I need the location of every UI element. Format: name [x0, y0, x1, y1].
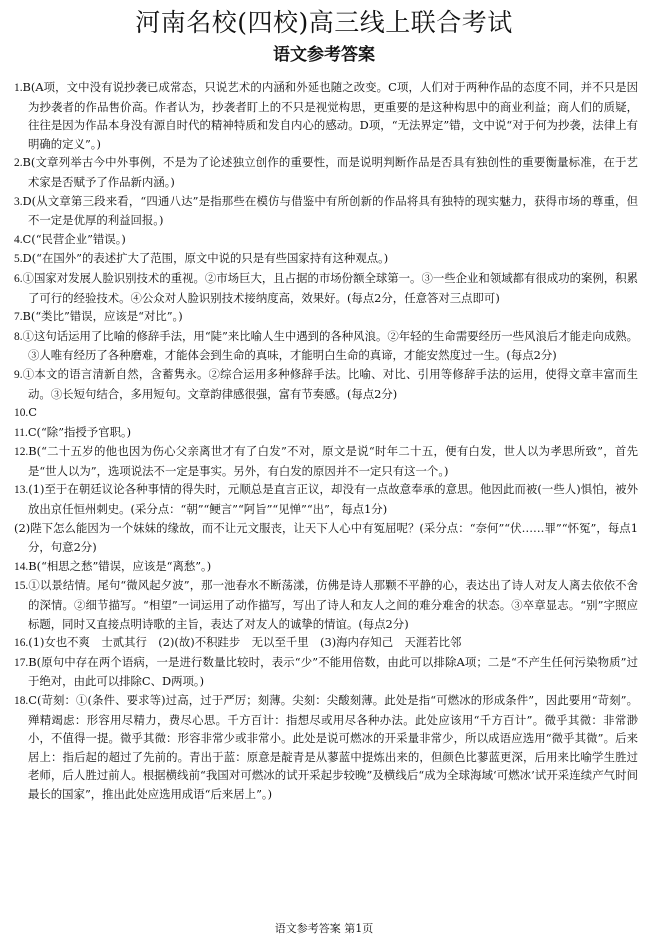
answer-text: C(“除”指授予官职。): [27, 424, 132, 439]
answer-item-17: [14, 653, 638, 691]
answer-text: ①这句话运用了比喻的修辞手法，用“陡”来比喻人生中遇到的各种风浪。②年轻的生命需要经历一些风浪后才能走向成熟。③人唯有经历了各种磨难，才能体会到生命的真味，才能明白生命的真谛，才能安然度过一生。(每点2分): [22, 328, 638, 363]
answer-item-15: [14, 576, 638, 633]
answer-item-2: [14, 153, 638, 191]
document-title: 河南名校(四校)高三线上联合考试: [135, 8, 513, 37]
answer-item-13-part-1: [14, 480, 638, 518]
answer-item-7: [14, 307, 638, 327]
answer-number: 11.: [14, 426, 28, 439]
answer-item-3: [14, 192, 638, 230]
answer-text: B(原句中存在两个语病，一是进行数量比较时，表示“少”不能用倍数，由此可以排除A项；二是“不产生任何污染物质”过于绝对，由此可以排除C、D两项。): [28, 654, 638, 689]
answer-text: C: [28, 405, 37, 420]
answer-number: 9.: [14, 368, 23, 381]
answer-item-9: [14, 365, 638, 403]
answer-number: 2.: [14, 157, 23, 170]
answer-text: (1)女也不爽 士贰其行 (2)(故)不积跬步 无以至千里 (3)海内存知己 天涯若比邻: [28, 635, 462, 650]
answer-number: 6.: [14, 272, 23, 285]
answer-number: 8.: [14, 330, 23, 343]
answer-number: 15.: [14, 580, 29, 593]
answer-item-10: [14, 403, 638, 423]
answer-text: B(“相思之愁”错误，应该是“离愁”。): [28, 558, 212, 573]
answer-item-6: [14, 269, 638, 307]
answer-item-5: [14, 249, 638, 269]
answer-text: D(“在国外”的表述扩大了范围，原文中说的只是有些国家持有这种观点。): [22, 251, 389, 266]
answer-item-4: [14, 230, 638, 250]
answer-number: 10.: [14, 407, 29, 420]
answer-item-14: [14, 557, 638, 577]
answer-number: 18.: [14, 695, 29, 707]
answer-text: (2)陛下怎么能因为一个妹妹的缘故，而不让元文服丧，让天下人心中有冤屈呢？(采分点：“奈何”“伏……罪”“怀冤”，每点1分，句意2分): [14, 520, 638, 555]
answer-item-12: [14, 442, 638, 480]
answer-number: 12.: [14, 446, 29, 459]
answer-item-18: [14, 691, 638, 804]
answer-text: B(“类比”错误，应该是“对比”。): [22, 309, 183, 324]
answer-number: 7.: [14, 311, 23, 324]
answer-text: (1)至于在朝廷议论各种事情的得失时，元顺总是直言正议，却没有一点故意奉承的意思。他因此而被(一些人)惧怕，被外放出京任恒州刺史。(采分点：“朝”“鲠言”“阿旨”“见惮”“出”，每点1分): [28, 482, 638, 517]
answer-text: ①本文的语言清新自然，含蓄隽永。②综合运用多种修辞手法。比喻、对比、引用等修辞手法的运用，使得文章丰富而生动。③长短句结合，多用短句。文章韵律感很强，富有节奏感。(每点2分): [22, 366, 638, 401]
answer-number: 13.: [14, 484, 29, 497]
answer-number: 5.: [14, 253, 23, 266]
answer-number: 16.: [14, 637, 29, 650]
answer-item-8: [14, 327, 638, 365]
answer-item-1: [14, 78, 638, 153]
document-subtitle: 语文参考答案: [273, 45, 375, 65]
answer-number: 3.: [14, 195, 23, 208]
answer-text: D(从文章第三段来看，“四通八达”是指那些在模仿与借鉴中有所创新的作品将具有独特的现实魅力，获得市场的尊重，但不一定是优厚的利益回报。): [22, 193, 638, 228]
answer-number: 4.: [14, 233, 23, 246]
answer-item-11: [14, 423, 638, 443]
answer-text: B(A项，文中没有说抄袭已成常态，只说艺术的内涵和外延也随之改变。C项，人们对于两种作品的态度不同，并不只是因为抄袭者的作品售价高。作者认为，抄袭者盯上的不只是视觉构思，更重要的是这种构思中的商业利益；商人们的质疑，往往是因为作品本身没有源自时代的精神特质和发自内心的感动。D项，“无法界定”错，文中说“对于何为抄袭，法律上有明确的定义”。): [22, 80, 638, 151]
answer-text: B(“二十五岁的他也因为伤心父亲离世才有了白发”不对，原文是说“时年二十五，便有白发，世人以为孝思所致”，首先是“世人以为”，选项说法不一定是事实。另外，有白发的原因并不一定只有这一个。): [28, 444, 638, 478]
answer-text: ①国家对发展人脸识别技术的重视。②市场巨大，且占据的市场份额全球第一。③一些企业和领域都有很成功的案例，积累了可行的经验技术。④公众对人脸识别技术接纳度高，效果好。(每点2分，任意答对三点即可): [22, 270, 638, 305]
answer-text: C(苛刻：①(条件、要求等)过高，过于严厉；刻薄。尖刻：尖酸刻薄。此处是指“可燃冰的形成条件”，因此要用“苛刻”。殚精竭虑：形容用尽精力，费尽心思。千方百计：指想尽或用尽各种办法。此处应该用“千方百计”。微乎其微：非常渺小，不值得一提。微乎其微：形容非常少或非常小。此处是说可燃冰的开采量非常少，所以成语应选用“微乎其微”。后来居上：指后起的超过了先前的。青出于蓝：原意是靛青是从蓼蓝中提炼出来的，但颜色比蓼蓝更深，后用来比喻学生胜过老师，后人胜过前人。根据横线前“我国对可燃冰的试开采起步较晚”及横线后“成为全球海域‘可燃冰’试开采连续产气时间最长的国家”，推出此处应选用成语“后来居上”。): [28, 693, 638, 801]
answer-number: 17.: [14, 656, 29, 669]
answer-item-16: [14, 633, 638, 653]
answer-list: [14, 78, 638, 804]
answer-number: 1.: [14, 82, 23, 94]
answer-text: C(“民营企业”错误。): [22, 231, 126, 246]
answer-item-13-part-2: [14, 519, 638, 557]
answer-text: B(文章列举古今中外事例，不是为了论述独立创作的重要性，而是说明判断作品是否具有独创性的重要衡量标准，在于艺术家是否赋予了作品新内涵。): [22, 155, 638, 189]
answer-number: 14.: [14, 560, 29, 573]
page-footer: 语文参考答案 第1页: [274, 922, 374, 935]
answer-text: ①以景结情。尾句“微风起夕波”，那一池春水不断荡漾，仿佛是诗人那颗不平静的心，表达出了诗人对友人离去依依不舍的深情。②细节描写。“相望”一词运用了动作描写，写出了诗人和友人之间的难分难舍的状态。③卒章显志。“别”字照应标题，同时又直接点明诗歌的主旨，表达了对友人的诚挚的情谊。(每点2分): [28, 578, 638, 631]
